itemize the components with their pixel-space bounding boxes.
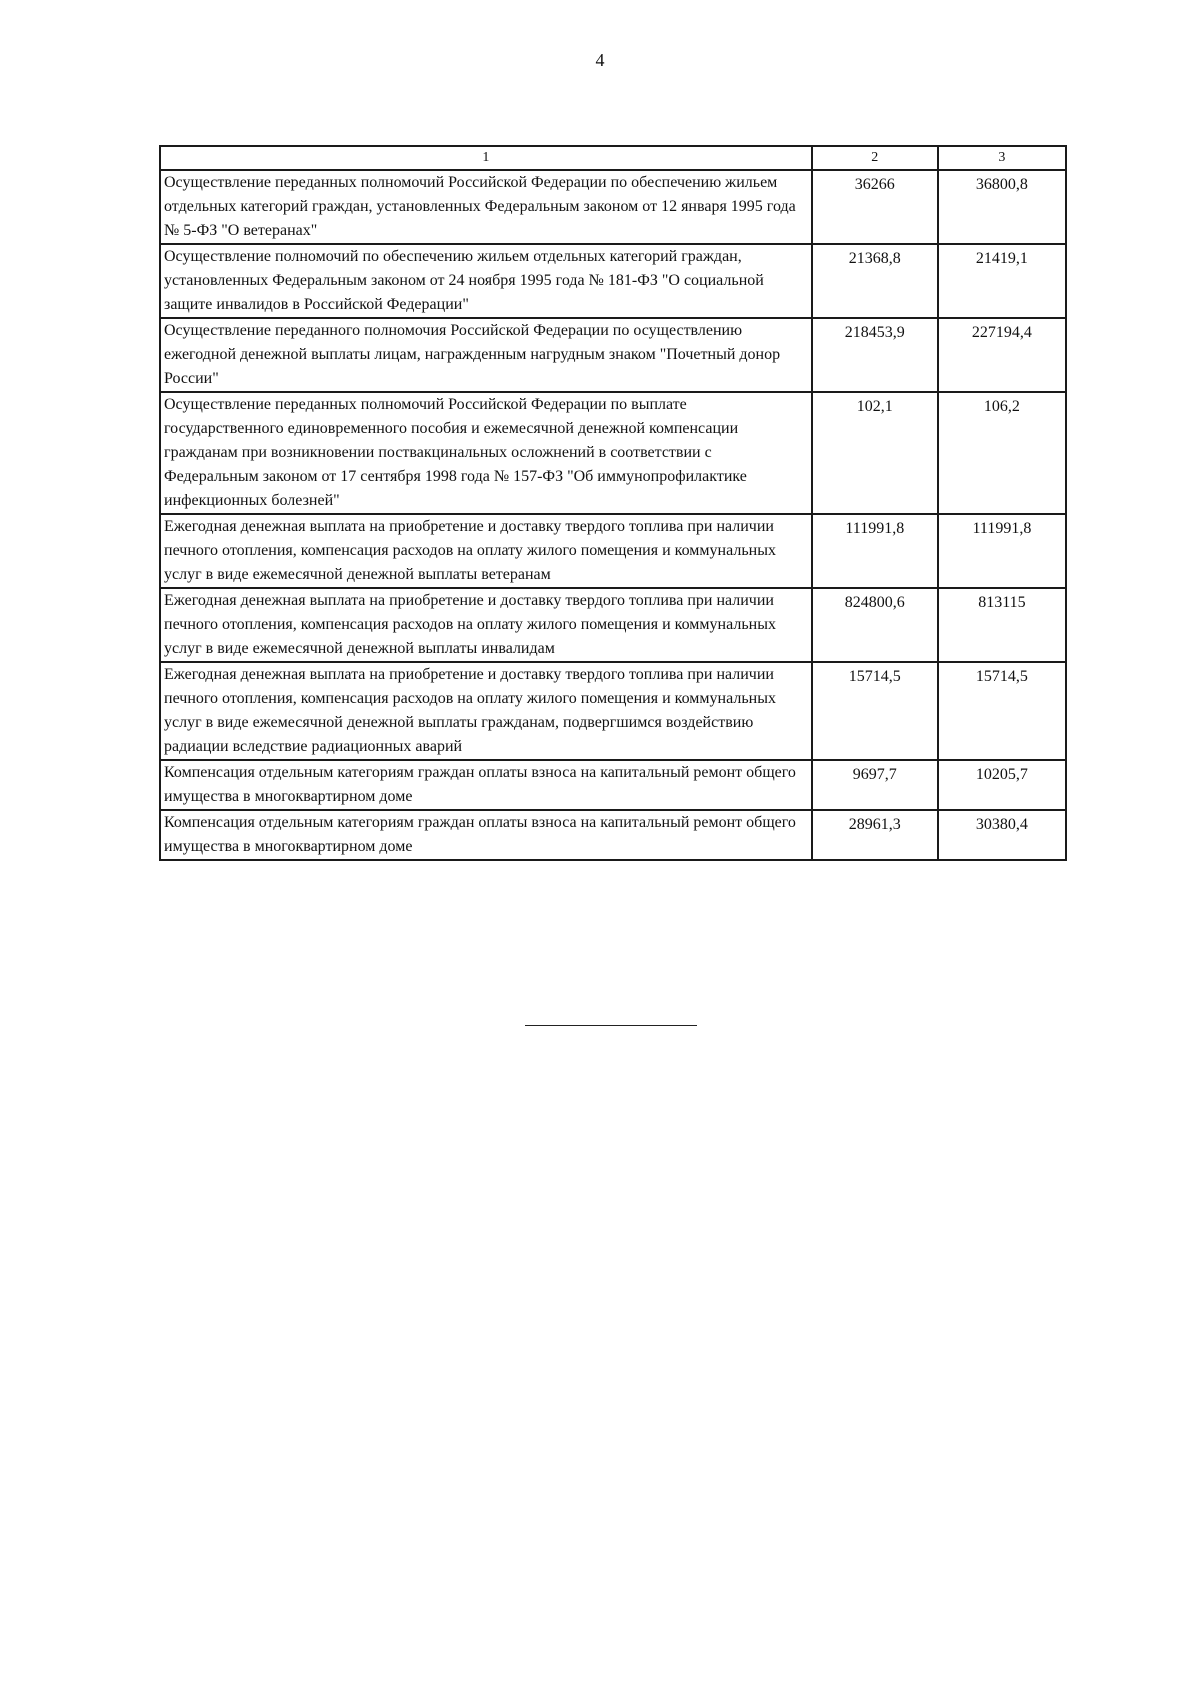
row-description: Осуществление переданного полномочия Российской Федерации по осуществлению ежегодной денежной выплаты лицам, награжденным нагрудным знаком "Почетный донор России" bbox=[160, 318, 812, 392]
column-header-3: 3 bbox=[938, 146, 1066, 170]
row-value-2: 9697,7 bbox=[812, 760, 938, 810]
row-value-2: 28961,3 bbox=[812, 810, 938, 860]
table-row bbox=[160, 810, 1066, 860]
row-value-2: 15714,5 bbox=[812, 662, 938, 760]
row-value-3: 111991,8 bbox=[938, 514, 1066, 588]
table-row bbox=[160, 392, 1066, 514]
row-value-2: 824800,6 bbox=[812, 588, 938, 662]
row-value-2: 102,1 bbox=[812, 392, 938, 514]
row-description: Ежегодная денежная выплата на приобретение и доставку твердого топлива при наличии печного отопления, компенсация расходов на оплату жилого помещения и коммунальных услуг в виде ежемесячной денежной выплаты гражданам, подвергшимся воздействию радиации вследствие радиационных аварий bbox=[160, 662, 812, 760]
row-value-3: 813115 bbox=[938, 588, 1066, 662]
row-value-3: 21419,1 bbox=[938, 244, 1066, 318]
table-row bbox=[160, 244, 1066, 318]
row-description: Осуществление переданных полномочий Российской Федерации по обеспечению жильем отдельных категорий граждан, установленных Федеральным законом от 12 января 1995 года № 5-ФЗ "О ветеранах" bbox=[160, 170, 812, 244]
row-description: Ежегодная денежная выплата на приобретение и доставку твердого топлива при наличии печного отопления, компенсация расходов на оплату жилого помещения и коммунальных услуг в виде ежемесячной денежной выплаты инвалидам bbox=[160, 588, 812, 662]
table-row bbox=[160, 318, 1066, 392]
row-value-2: 36266 bbox=[812, 170, 938, 244]
row-value-2: 218453,9 bbox=[812, 318, 938, 392]
column-header-2: 2 bbox=[812, 146, 938, 170]
table-header-row bbox=[160, 146, 1066, 170]
end-of-document-rule bbox=[525, 1025, 697, 1026]
row-value-3: 10205,7 bbox=[938, 760, 1066, 810]
row-description: Компенсация отдельным категориям граждан оплаты взноса на капитальный ремонт общего имущества в многоквартирном доме bbox=[160, 760, 812, 810]
row-value-2: 21368,8 bbox=[812, 244, 938, 318]
row-value-3: 36800,8 bbox=[938, 170, 1066, 244]
row-description: Ежегодная денежная выплата на приобретение и доставку твердого топлива при наличии печного отопления, компенсация расходов на оплату жилого помещения и коммунальных услуг в виде ежемесячной денежной выплаты ветеранам bbox=[160, 514, 812, 588]
table-row bbox=[160, 662, 1066, 760]
row-description: Компенсация отдельным категориям граждан оплаты взноса на капитальный ремонт общего имущества в многоквартирном доме bbox=[160, 810, 812, 860]
row-description: Осуществление полномочий по обеспечению жильем отдельных категорий граждан, установленных Федеральным законом от 24 ноября 1995 года № 181-ФЗ "О социальной защите инвалидов в Российской Федерации" bbox=[160, 244, 812, 318]
table-row bbox=[160, 170, 1066, 244]
table-row bbox=[160, 588, 1066, 662]
budget-table bbox=[159, 145, 1067, 861]
row-value-3: 106,2 bbox=[938, 392, 1066, 514]
row-description: Осуществление переданных полномочий Российской Федерации по выплате государственного единовременного пособия и ежемесячной денежной компенсации гражданам при возникновении поствакцинальных осложнений в соответствии с Федеральным законом от 17 сентября 1998 года № 157-ФЗ "Об иммунопрофилактике инфекционных болезней" bbox=[160, 392, 812, 514]
page-number: 4 bbox=[595, 50, 605, 70]
column-header-1: 1 bbox=[160, 146, 812, 170]
table-row bbox=[160, 760, 1066, 810]
table-row bbox=[160, 514, 1066, 588]
row-value-3: 30380,4 bbox=[938, 810, 1066, 860]
row-value-3: 227194,4 bbox=[938, 318, 1066, 392]
row-value-2: 111991,8 bbox=[812, 514, 938, 588]
row-value-3: 15714,5 bbox=[938, 662, 1066, 760]
